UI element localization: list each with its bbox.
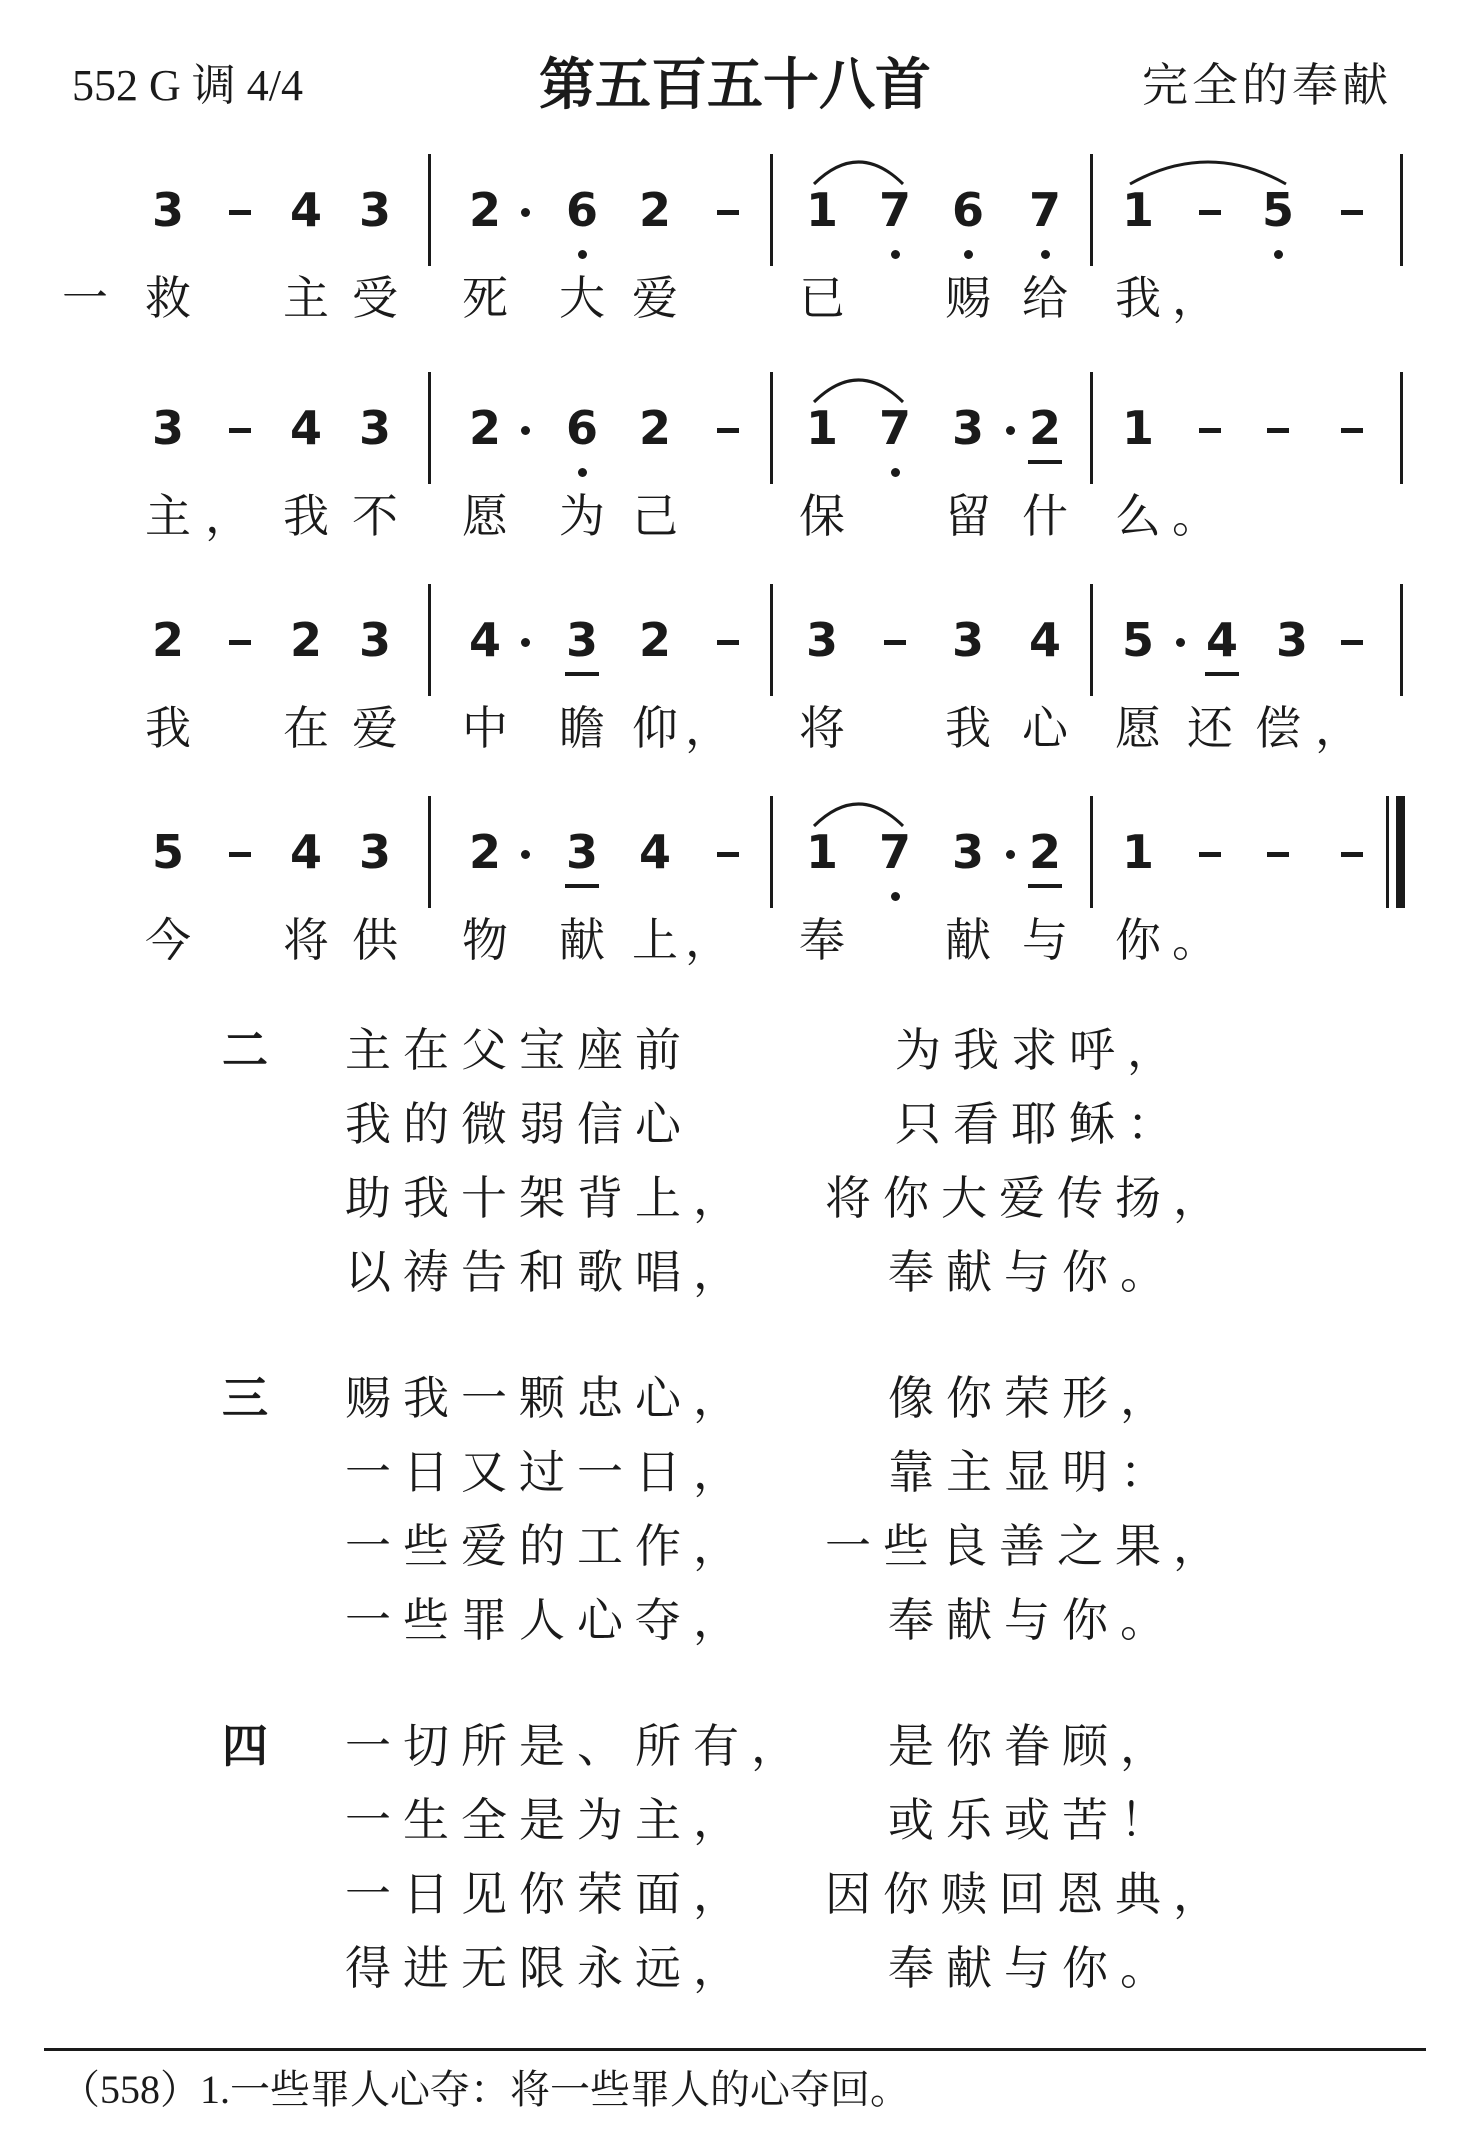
- lyric-char: 主: [145, 489, 191, 543]
- note-2: 2: [468, 401, 501, 455]
- verse-line-left: 主在父宝座前: [345, 1023, 693, 1077]
- note-3: 3: [358, 613, 391, 667]
- note-1: 1: [805, 183, 838, 237]
- note-7: 7: [878, 401, 911, 455]
- note-3: 3: [151, 401, 184, 455]
- note-4: 4: [638, 825, 671, 879]
- lyric-char: 爱: [632, 271, 678, 325]
- lyric-char: 一: [62, 271, 108, 325]
- low-octave-dot: [578, 468, 587, 477]
- verse-line-right: 奉献与你。: [888, 1245, 1178, 1299]
- lyric-char: ，: [685, 913, 731, 967]
- final-barline-thick: [1396, 796, 1405, 908]
- sustain-dash: [1341, 428, 1363, 433]
- verse-line-right: 奉献与你。: [888, 1593, 1178, 1647]
- lyric-char: 还: [1187, 701, 1233, 755]
- augmentation-dot: [521, 208, 530, 217]
- lyric-char: 我: [1115, 271, 1161, 325]
- note-3: 3: [358, 825, 391, 879]
- note-1: 1: [1121, 183, 1154, 237]
- barline: [770, 796, 773, 908]
- lyric-char: 为: [559, 489, 605, 543]
- sustain-dash: [229, 210, 251, 215]
- note-1: 1: [1121, 825, 1154, 879]
- low-octave-dot: [1274, 250, 1283, 259]
- sustain-dash: [229, 428, 251, 433]
- lyric-char: 不: [352, 489, 398, 543]
- verse-line: [0, 1938, 1470, 2012]
- note-2: 2: [468, 825, 501, 879]
- barline: [1090, 796, 1093, 908]
- lyric-row: [0, 268, 1470, 332]
- verse-line-left: 一日又过一日，: [345, 1445, 751, 1499]
- verse-line-left: 以祷告和歌唱，: [345, 1245, 751, 1299]
- verse-line-left: 一生全是为主，: [345, 1793, 751, 1847]
- barline: [1400, 372, 1403, 484]
- augmentation-dot: [1176, 638, 1185, 647]
- verse-line-left: 一些罪人心夺，: [345, 1593, 751, 1647]
- lyric-char: 奉: [799, 913, 845, 967]
- lyric-char: ，: [1172, 271, 1218, 325]
- verse-line: [0, 1094, 1470, 1168]
- verse-line: [0, 1442, 1470, 1516]
- note-4: 4: [289, 825, 322, 879]
- verse-line-right: 因你赎回恩典，: [825, 1867, 1231, 1921]
- lyric-char: 给: [1022, 271, 1068, 325]
- hymn-subtitle: 完全的奉献: [1142, 60, 1392, 111]
- note-1: 1: [805, 825, 838, 879]
- sustain-dash: [1267, 852, 1289, 857]
- lyric-char: 我: [145, 701, 191, 755]
- footnote-divider: [44, 2048, 1426, 2051]
- barline: [770, 372, 773, 484]
- verse-line: [0, 1516, 1470, 1590]
- note-2: 2: [289, 613, 322, 667]
- lyric-char: 愿: [462, 489, 508, 543]
- verse-line: [0, 1716, 1470, 1790]
- note-2: 2: [638, 401, 671, 455]
- sustain-dash: [1341, 852, 1363, 857]
- lyric-char: 我: [945, 701, 991, 755]
- lyric-char: 今: [145, 913, 191, 967]
- lyric-char: ，: [685, 701, 731, 755]
- slur: [1128, 152, 1288, 186]
- hymn-meta: 552 G 调 4/4: [72, 61, 303, 110]
- lyric-row: [0, 486, 1470, 550]
- verse-number: 三: [222, 1371, 268, 1425]
- note-3: 3: [951, 825, 984, 879]
- verse-line-right: 像你荣形，: [888, 1371, 1178, 1425]
- verse-line-left: 我的微弱信心: [345, 1097, 693, 1151]
- sustain-dash: [1199, 210, 1221, 215]
- lyric-char: 受: [352, 271, 398, 325]
- low-octave-dot: [964, 250, 973, 259]
- sustain-dash: [717, 210, 739, 215]
- note-3: 3: [951, 401, 984, 455]
- lyric-char: 上: [632, 913, 678, 967]
- verse-line-left: 助我十架背上，: [345, 1171, 751, 1225]
- lyric-char: 与: [1022, 913, 1068, 967]
- note-4: 4: [1205, 613, 1238, 667]
- note-3: 3: [565, 825, 598, 879]
- verse-line: [0, 1590, 1470, 1664]
- verse-line-left: 一切所是、所有，: [345, 1719, 809, 1773]
- score-system-4: [0, 792, 1470, 992]
- lyric-char: 死: [462, 271, 508, 325]
- notation-row: [0, 792, 1470, 912]
- lyric-char: 瞻: [559, 701, 605, 755]
- verse-line: [0, 1168, 1470, 1242]
- note-3: 3: [358, 183, 391, 237]
- note-6: 6: [565, 183, 598, 237]
- footnote: （558）1.一些罪人心夺：将一些罪人的心夺回。: [60, 2067, 910, 2112]
- note-3: 3: [805, 613, 838, 667]
- note-4: 4: [289, 183, 322, 237]
- verse-line-right: 或乐或苦！: [888, 1793, 1178, 1847]
- lyric-char: 么: [1115, 489, 1161, 543]
- lyric-char: 救: [145, 271, 191, 325]
- lyric-char: 将: [799, 701, 845, 755]
- lyric-char: 。: [1172, 913, 1218, 967]
- note-1: 1: [805, 401, 838, 455]
- lyric-char: 中: [462, 701, 508, 755]
- barline: [1090, 584, 1093, 696]
- note-6: 6: [951, 183, 984, 237]
- final-barline-thin: [1386, 796, 1389, 908]
- lyric-char: 什: [1022, 489, 1068, 543]
- note-5: 5: [1261, 183, 1294, 237]
- verse-line-right: 奉献与你。: [888, 1941, 1178, 1995]
- verse-line-left: 一些爱的工作，: [345, 1519, 751, 1573]
- barline: [1400, 584, 1403, 696]
- note-6: 6: [565, 401, 598, 455]
- sustain-dash: [884, 640, 906, 645]
- note-2: 2: [638, 613, 671, 667]
- lyric-char: 仰: [632, 701, 678, 755]
- sustain-dash: [1341, 210, 1363, 215]
- note-3: 3: [1275, 613, 1308, 667]
- lyric-char: 偿: [1255, 701, 1301, 755]
- barline: [1090, 372, 1093, 484]
- notation-row: [0, 368, 1470, 488]
- low-octave-dot: [1041, 250, 1050, 259]
- verse-line: [0, 1790, 1470, 1864]
- barline: [1400, 154, 1403, 266]
- lyric-char: 献: [945, 913, 991, 967]
- note-3: 3: [151, 183, 184, 237]
- augmentation-dot: [521, 426, 530, 435]
- lyric-char: 你: [1115, 913, 1161, 967]
- augmentation-dot: [1006, 426, 1015, 435]
- verse-number: 四: [222, 1719, 268, 1773]
- verse-line-right: 一些良善之果，: [825, 1519, 1231, 1573]
- lyric-row: [0, 910, 1470, 974]
- note-7: 7: [878, 183, 911, 237]
- lyric-char: ，: [205, 489, 251, 543]
- augmentation-dot: [521, 850, 530, 859]
- note-3: 3: [358, 401, 391, 455]
- lyric-char: 主: [283, 271, 329, 325]
- lyric-char: 将: [283, 913, 329, 967]
- lyric-char: 保: [799, 489, 845, 543]
- lyric-char: 供: [352, 913, 398, 967]
- lyric-char: 大: [559, 271, 605, 325]
- verse-line-left: 一日见你荣面，: [345, 1867, 751, 1921]
- verse-line: [0, 1368, 1470, 1442]
- lyric-char: 。: [1172, 489, 1218, 543]
- verse-line-left: 赐我一颗忠心，: [345, 1371, 751, 1425]
- note-3: 3: [565, 613, 598, 667]
- lyric-char: 献: [559, 913, 605, 967]
- verse-line-right: 为我求呼，: [895, 1023, 1185, 1077]
- lyric-char: 在: [283, 701, 329, 755]
- lyric-char: 已: [799, 271, 845, 325]
- note-3: 3: [951, 613, 984, 667]
- sustain-dash: [1341, 640, 1363, 645]
- sustain-dash: [1199, 852, 1221, 857]
- lyric-char: 心: [1022, 701, 1068, 755]
- note-4: 4: [289, 401, 322, 455]
- note-2: 2: [1028, 401, 1061, 455]
- barline: [428, 154, 431, 266]
- barline: [428, 796, 431, 908]
- note-4: 4: [1028, 613, 1061, 667]
- note-2: 2: [1028, 825, 1061, 879]
- eighth-note-underline: [1028, 884, 1062, 888]
- score-system-1: [0, 150, 1470, 350]
- note-2: 2: [468, 183, 501, 237]
- score-system-3: [0, 580, 1470, 780]
- note-5: 5: [151, 825, 184, 879]
- verse-line: [0, 1020, 1470, 1094]
- note-2: 2: [638, 183, 671, 237]
- note-5: 5: [1121, 613, 1154, 667]
- barline: [770, 154, 773, 266]
- lyric-char: ，: [1315, 701, 1361, 755]
- eighth-note-underline: [565, 884, 599, 888]
- verse-line: [0, 1242, 1470, 1316]
- verse-line-right: 只看耶稣：: [895, 1097, 1185, 1151]
- sustain-dash: [717, 640, 739, 645]
- lyric-char: 我: [283, 489, 329, 543]
- slur: [812, 370, 905, 404]
- barline: [770, 584, 773, 696]
- score-system-2: [0, 368, 1470, 568]
- note-7: 7: [878, 825, 911, 879]
- sustain-dash: [229, 640, 251, 645]
- lyric-char: 己: [632, 489, 678, 543]
- lyric-char: 留: [945, 489, 991, 543]
- slur: [812, 152, 905, 186]
- lyric-char: 赐: [945, 271, 991, 325]
- sustain-dash: [717, 428, 739, 433]
- verse-line: [0, 1864, 1470, 1938]
- eighth-note-underline: [565, 672, 599, 676]
- low-octave-dot: [578, 250, 587, 259]
- slur: [812, 794, 905, 828]
- low-octave-dot: [891, 250, 900, 259]
- sustain-dash: [717, 852, 739, 857]
- augmentation-dot: [521, 638, 530, 647]
- sustain-dash: [1199, 428, 1221, 433]
- verse-line-right: 将你大爱传扬，: [825, 1171, 1231, 1225]
- eighth-note-underline: [1205, 672, 1239, 676]
- verse-line-left: 得进无限永远，: [345, 1941, 751, 1995]
- notation-row: [0, 150, 1470, 270]
- barline: [1090, 154, 1093, 266]
- note-7: 7: [1028, 183, 1061, 237]
- note-1: 1: [1121, 401, 1154, 455]
- verse-line-right: 是你眷顾，: [888, 1719, 1178, 1773]
- augmentation-dot: [1006, 850, 1015, 859]
- note-2: 2: [151, 613, 184, 667]
- verse-line-right: 靠主显明：: [888, 1445, 1178, 1499]
- lyric-char: 愿: [1115, 701, 1161, 755]
- barline: [428, 584, 431, 696]
- eighth-note-underline: [1028, 460, 1062, 464]
- notation-row: [0, 580, 1470, 700]
- lyric-char: 物: [462, 913, 508, 967]
- lyric-char: 爱: [352, 701, 398, 755]
- low-octave-dot: [891, 892, 900, 901]
- barline: [428, 372, 431, 484]
- low-octave-dot: [891, 468, 900, 477]
- sustain-dash: [1267, 428, 1289, 433]
- hymn-title: 第五百五十八首: [539, 53, 931, 118]
- lyric-row: [0, 698, 1470, 762]
- note-4: 4: [468, 613, 501, 667]
- sustain-dash: [229, 852, 251, 857]
- verse-number: 二: [222, 1023, 268, 1077]
